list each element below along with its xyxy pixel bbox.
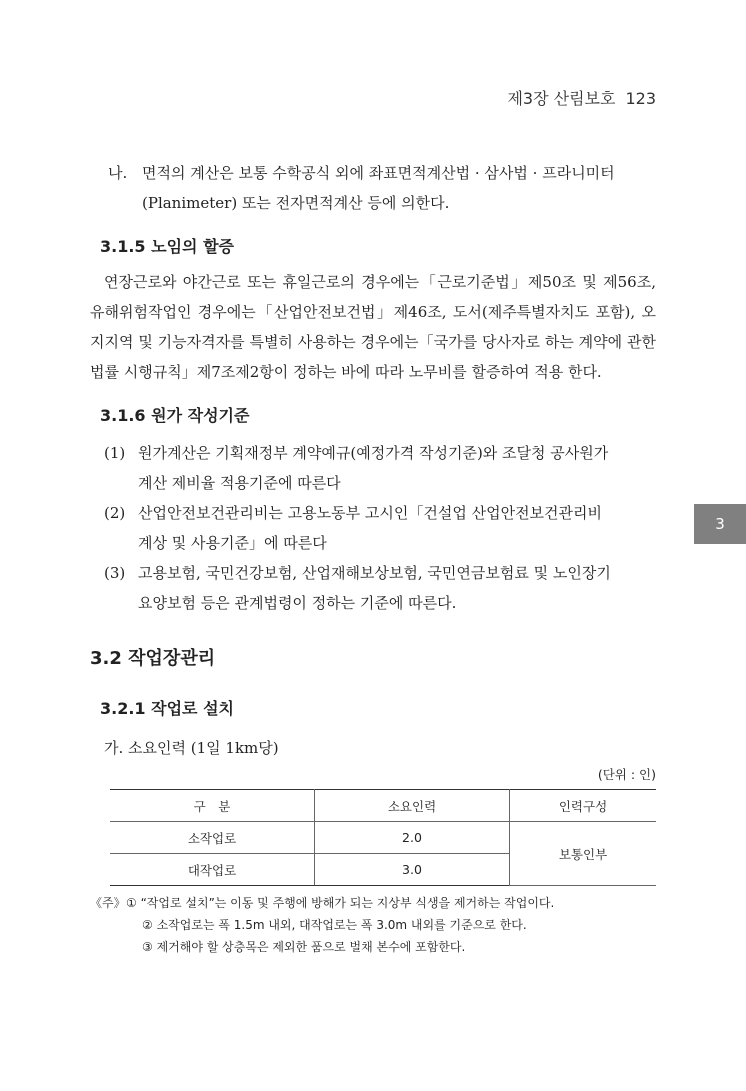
notes-label: 《주》 bbox=[90, 896, 126, 910]
item-line: (Planimeter) 또는 전자면적계산 등에 의한다. bbox=[142, 194, 450, 212]
chapter-title: 제3장 산림보호 bbox=[507, 89, 616, 108]
item-na bbox=[96, 158, 656, 218]
numbered-list bbox=[90, 438, 656, 618]
table-cell-composition: 보통인부 bbox=[510, 822, 657, 886]
list-marker: (2) bbox=[104, 504, 126, 522]
section-heading: 3.2.1 작업로 설치 bbox=[100, 699, 234, 718]
chapter-side-tab[interactable]: 3 bbox=[694, 504, 746, 544]
column-header: 소요인력 bbox=[315, 790, 510, 822]
list-item bbox=[90, 438, 656, 498]
labor-table bbox=[110, 789, 656, 886]
table-cell-value: 3.0 bbox=[315, 854, 510, 886]
section-heading: 3.1.5 노임의 할증 bbox=[100, 237, 234, 256]
list-line: 고용보험, 국민건강보험, 산업재해보상보험, 국민연금보험료 및 노인장기 bbox=[138, 564, 611, 582]
list-line: 계산 제비율 적용기준에 따른다 bbox=[138, 474, 341, 492]
table-cell-category: 대작업로 bbox=[110, 854, 315, 886]
item-ga: 가. 소요인력 (1일 1km당) bbox=[104, 739, 279, 757]
list-line: 계상 및 사용기준」에 따른다 bbox=[138, 534, 327, 552]
note-item: ② 소작업로는 폭 1.5m 내외, 대작업로는 폭 3.0m 내외를 기준으로 한다. bbox=[142, 918, 527, 932]
section-heading: 3.1.6 원가 작성기준 bbox=[100, 406, 250, 425]
list-line: 원가계산은 기획재정부 계약예규(예정가격 작성기준)와 조달청 공사원가 bbox=[138, 444, 609, 462]
list-marker: (3) bbox=[104, 564, 126, 582]
table-header-row bbox=[110, 790, 656, 822]
table-cell-category: 소작업로 bbox=[110, 822, 315, 854]
page-content bbox=[90, 158, 656, 958]
column-header: 인력구성 bbox=[510, 790, 657, 822]
page-header bbox=[497, 86, 656, 109]
page-number: 123 bbox=[625, 89, 656, 108]
note-item: ③ 제거해야 할 상층목은 제외한 품으로 벌채 본수에 포함한다. bbox=[142, 940, 466, 954]
list-item bbox=[90, 558, 656, 618]
item-marker: 나. bbox=[108, 164, 128, 182]
chapter-section-heading: 3.2 작업장관리 bbox=[90, 648, 216, 669]
list-line: 요양보험 등은 관계법령이 정하는 기준에 따른다. bbox=[138, 594, 457, 612]
unit-label: (단위 : 인) bbox=[597, 767, 656, 782]
section-body: 연장근로와 야간근로 또는 휴일근로의 경우에는「근로기준법」제50조 및 제56조, 유해위험작업인 경우에는「산업안전보건법」제46조, 도서(제주특별자치도 포함), 오지지역 및 기능자격자를 특별히 사용하는 경우에는「국가를 당사자로 하는 계약에 관한 법률 시행규칙」제7조제2항이 정하는 바에 따라 노무비를 할증하여 적용 한다. bbox=[90, 273, 656, 381]
item-line: 면적의 계산은 보통 수학공식 외에 좌표면적계산법 · 삼사법 · 프라니미터 bbox=[142, 164, 615, 182]
list-line: 산업안전보건관리비는 고용노동부 고시인「건설업 산업안전보건관리비 bbox=[138, 504, 603, 522]
list-item bbox=[90, 498, 656, 558]
column-header: 구 분 bbox=[110, 790, 315, 822]
table-row bbox=[110, 822, 656, 854]
table-cell-value: 2.0 bbox=[315, 822, 510, 854]
list-marker: (1) bbox=[104, 444, 126, 462]
table-notes bbox=[90, 892, 656, 958]
note-item: ① “작업로 설치”는 이동 및 주행에 방해가 되는 지상부 식생을 제거하는 작업이다. bbox=[126, 896, 555, 910]
